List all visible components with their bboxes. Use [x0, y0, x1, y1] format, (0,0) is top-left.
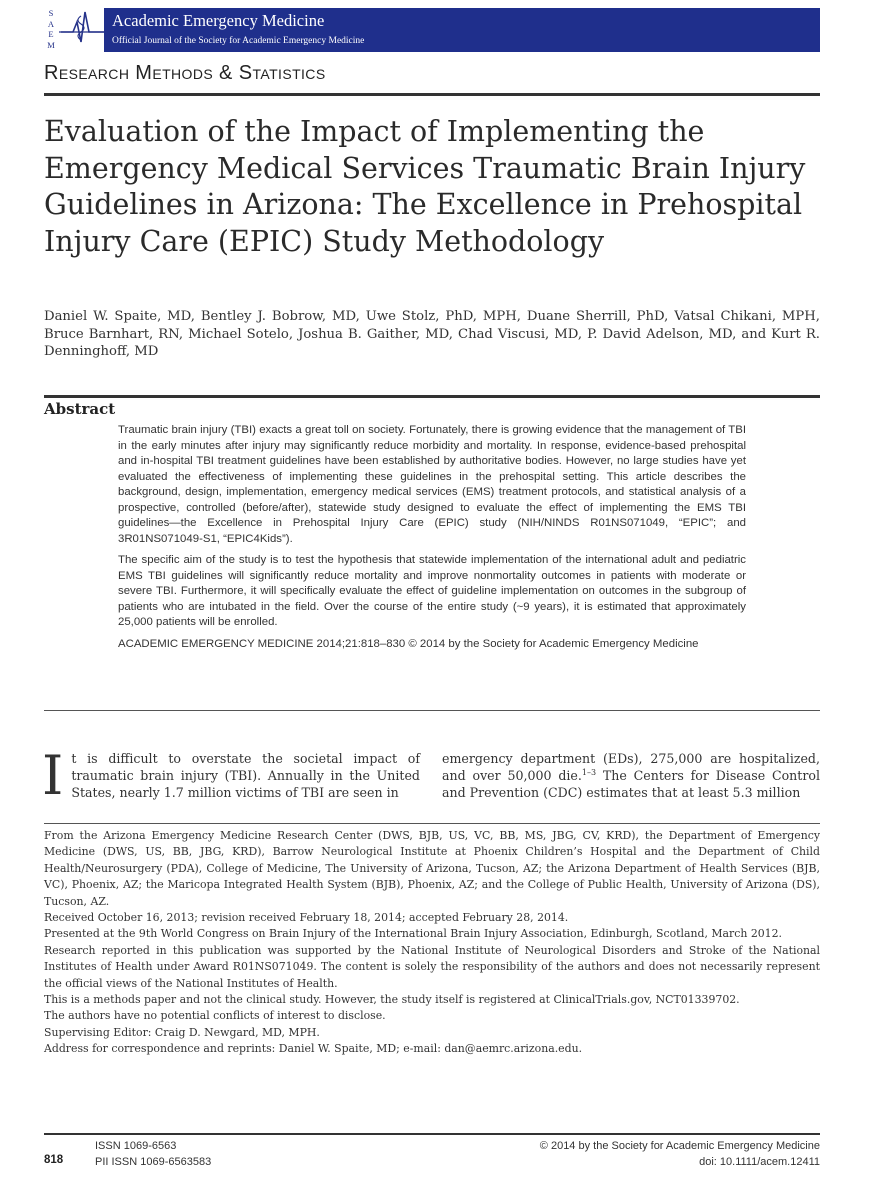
saem-letter: A [47, 18, 55, 29]
body-text: The Centers for Disease Control and Prevention (CDC) estimates that at least 5.3 million [442, 768, 820, 800]
drop-cap: I [42, 744, 64, 807]
abstract-paragraph: Traumatic brain injury (TBI) exacts a great toll on society. Fortunately, there is growing evidence that the management of TBI in the early minutes after injury may significantly reduce morbidity and mortality. In response, evidence-based prehospital and in-hospital TBI treatment guidelines have been established by authoritative bodies. However, no large studies have yet evaluated the effectiveness of implementing these guidelines in the prehospital setting. This article describes the background, design, implementation, emergency medical services (EMS) treatment protocols, and statistical analysis of a prospective, controlled (before/after), statewide study designed to evaluate the effect of implementing the EMS TBI guidelines—the Excellence in Prehospital Injury Care (EPIC) study (NIH/NINDS R01NS071049, “EPIC”; and 3R01NS071049-S1, “EPIC4Kids”). [118, 424, 746, 545]
abstract-body [118, 423, 746, 658]
journal-name: Academic Emergency Medicine [112, 11, 325, 30]
section-rule [44, 93, 820, 96]
reference-marker[interactable]: 1–3 [581, 767, 597, 777]
journal-name-band [104, 8, 820, 52]
issn: ISSN 1069-6563 [95, 1140, 177, 1152]
footnote-presented: Presented at the 9th World Congress on Brain Injury of the International Brain Injury Association, Edinburgh, Scotland, March 2012. [44, 927, 782, 941]
footnote-conflicts: The authors have no potential conflicts of interest to disclose. [44, 1009, 386, 1023]
section-heading: Research Methods & Statistics [44, 62, 326, 84]
author-list: Daniel W. Spaite, MD, Bentley J. Bobrow, MD, Uwe Stolz, PhD, MPH, Duane Sherrill, PhD, Vatsal Chikani, MPH, Bruce Barnhart, RN, Michael Sotelo, Joshua B. Gaither, MD, Chad Viscusi, MD, P. David Adelson, MD, and Kurt R. Denninghoff, MD [44, 309, 820, 359]
doi-link[interactable]: doi: 10.1111/acem.12411 [699, 1156, 820, 1168]
footnote-editor: Supervising Editor: Craig D. Newgard, MD, MPH. [44, 1025, 320, 1039]
saem-letter: S [48, 8, 54, 18]
abstract-heading: Abstract [44, 400, 116, 418]
body-text: emergency department (EDs), 275,000 are hospitalized, and over 50,000 die. [442, 751, 820, 783]
body-column-right [442, 750, 820, 801]
page-number: 818 [44, 1154, 64, 1166]
abstract-paragraph: The specific aim of the study is to test the hypothesis that statewide implementation of the international adult and pediatric EMS TBI guidelines will significantly reduce mortality and improve nonmortality outcomes in patients with moderate or severe TBI. Furthermore, it will specifically evaluate the effect of guideline implementation on outcomes in the subgroup of patients who are intubated in the field. Over the course of the entire study (~9 years), it is estimated that approximately 25,000 patients will be enrolled. [118, 554, 746, 628]
journal-subtitle: Official Journal of the Society for Academic Emergency Medicine [112, 36, 365, 46]
footnote-registration: This is a methods paper and not the clinical study. However, the study itself is registered at ClinicalTrials.gov, NCT01339702. [44, 993, 740, 1007]
issn-block [95, 1138, 211, 1170]
body-text: t is difficult to overstate the societal impact of traumatic brain injury (TBI). Annually in the United States, nearly 1.7 million victims of TBI are seen in [71, 751, 420, 800]
pii-issn: PII ISSN 1069-6563583 [95, 1156, 212, 1168]
footnote-correspondence: Address for correspondence and reprints: Daniel W. Spaite, MD; e-mail: dan@aemrc.arizona.edu. [44, 1042, 583, 1056]
abstract-top-rule [44, 395, 820, 398]
abstract-bottom-rule [44, 710, 820, 711]
footnote-rule [44, 823, 820, 824]
copyright: © 2014 by the Society for Academic Emergency Medicine [539, 1140, 820, 1152]
caduceus-pulse-logo-icon [59, 8, 105, 52]
saem-letter: E [48, 29, 54, 39]
footer-right [540, 1138, 820, 1170]
journal-masthead [44, 8, 820, 52]
saem-vertical-logo [44, 8, 58, 52]
footer-rule [44, 1133, 820, 1135]
saem-letter: M [47, 39, 55, 50]
body-column-left [42, 744, 420, 807]
footnote-received: Received October 16, 2013; revision received February 18, 2014; accepted February 28, 2014. [44, 911, 569, 925]
citation-line: ACADEMIC EMERGENCY MEDICINE 2014;21:818–830 © 2014 by the Society for Academic Emergency Medicine [118, 637, 699, 650]
article-title: Evaluation of the Impact of Implementing the Emergency Medical Services Traumatic Brain Injury Guidelines in Arizona: The Excellence in Prehospital Injury Care (EPIC) Study Methodology [44, 115, 806, 258]
footnote-funding: Research reported in this publication was supported by the National Institute of Neurological Disorders and Stroke of the National Institutes of Health under Award R01NS071049. The content is solely the responsibility of the authors and does not necessarily represent the official views of the National Institutes of Health. [44, 943, 820, 990]
footnote-affiliations: From the Arizona Emergency Medicine Research Center (DWS, BJB, US, VC, BB, MS, JBG, CV, KRD), the Department of Emergency Medicine (DWS, US, BB, JBG, KRD), Barrow Neurological Institute at Phoenix Children’s Hospital and the Department of Child Health/Neurosurgery (PDA), College of Medicine, The University of Arizona, Tucson, AZ; the Arizona Department of Health Services (BJB, VC), Phoenix, AZ; the Maricopa Integrated Health System (BJB), Phoenix, AZ; and the College of Public Health, University of Arizona (DS), Tucson, AZ. [44, 829, 820, 908]
footnotes [44, 828, 820, 1058]
